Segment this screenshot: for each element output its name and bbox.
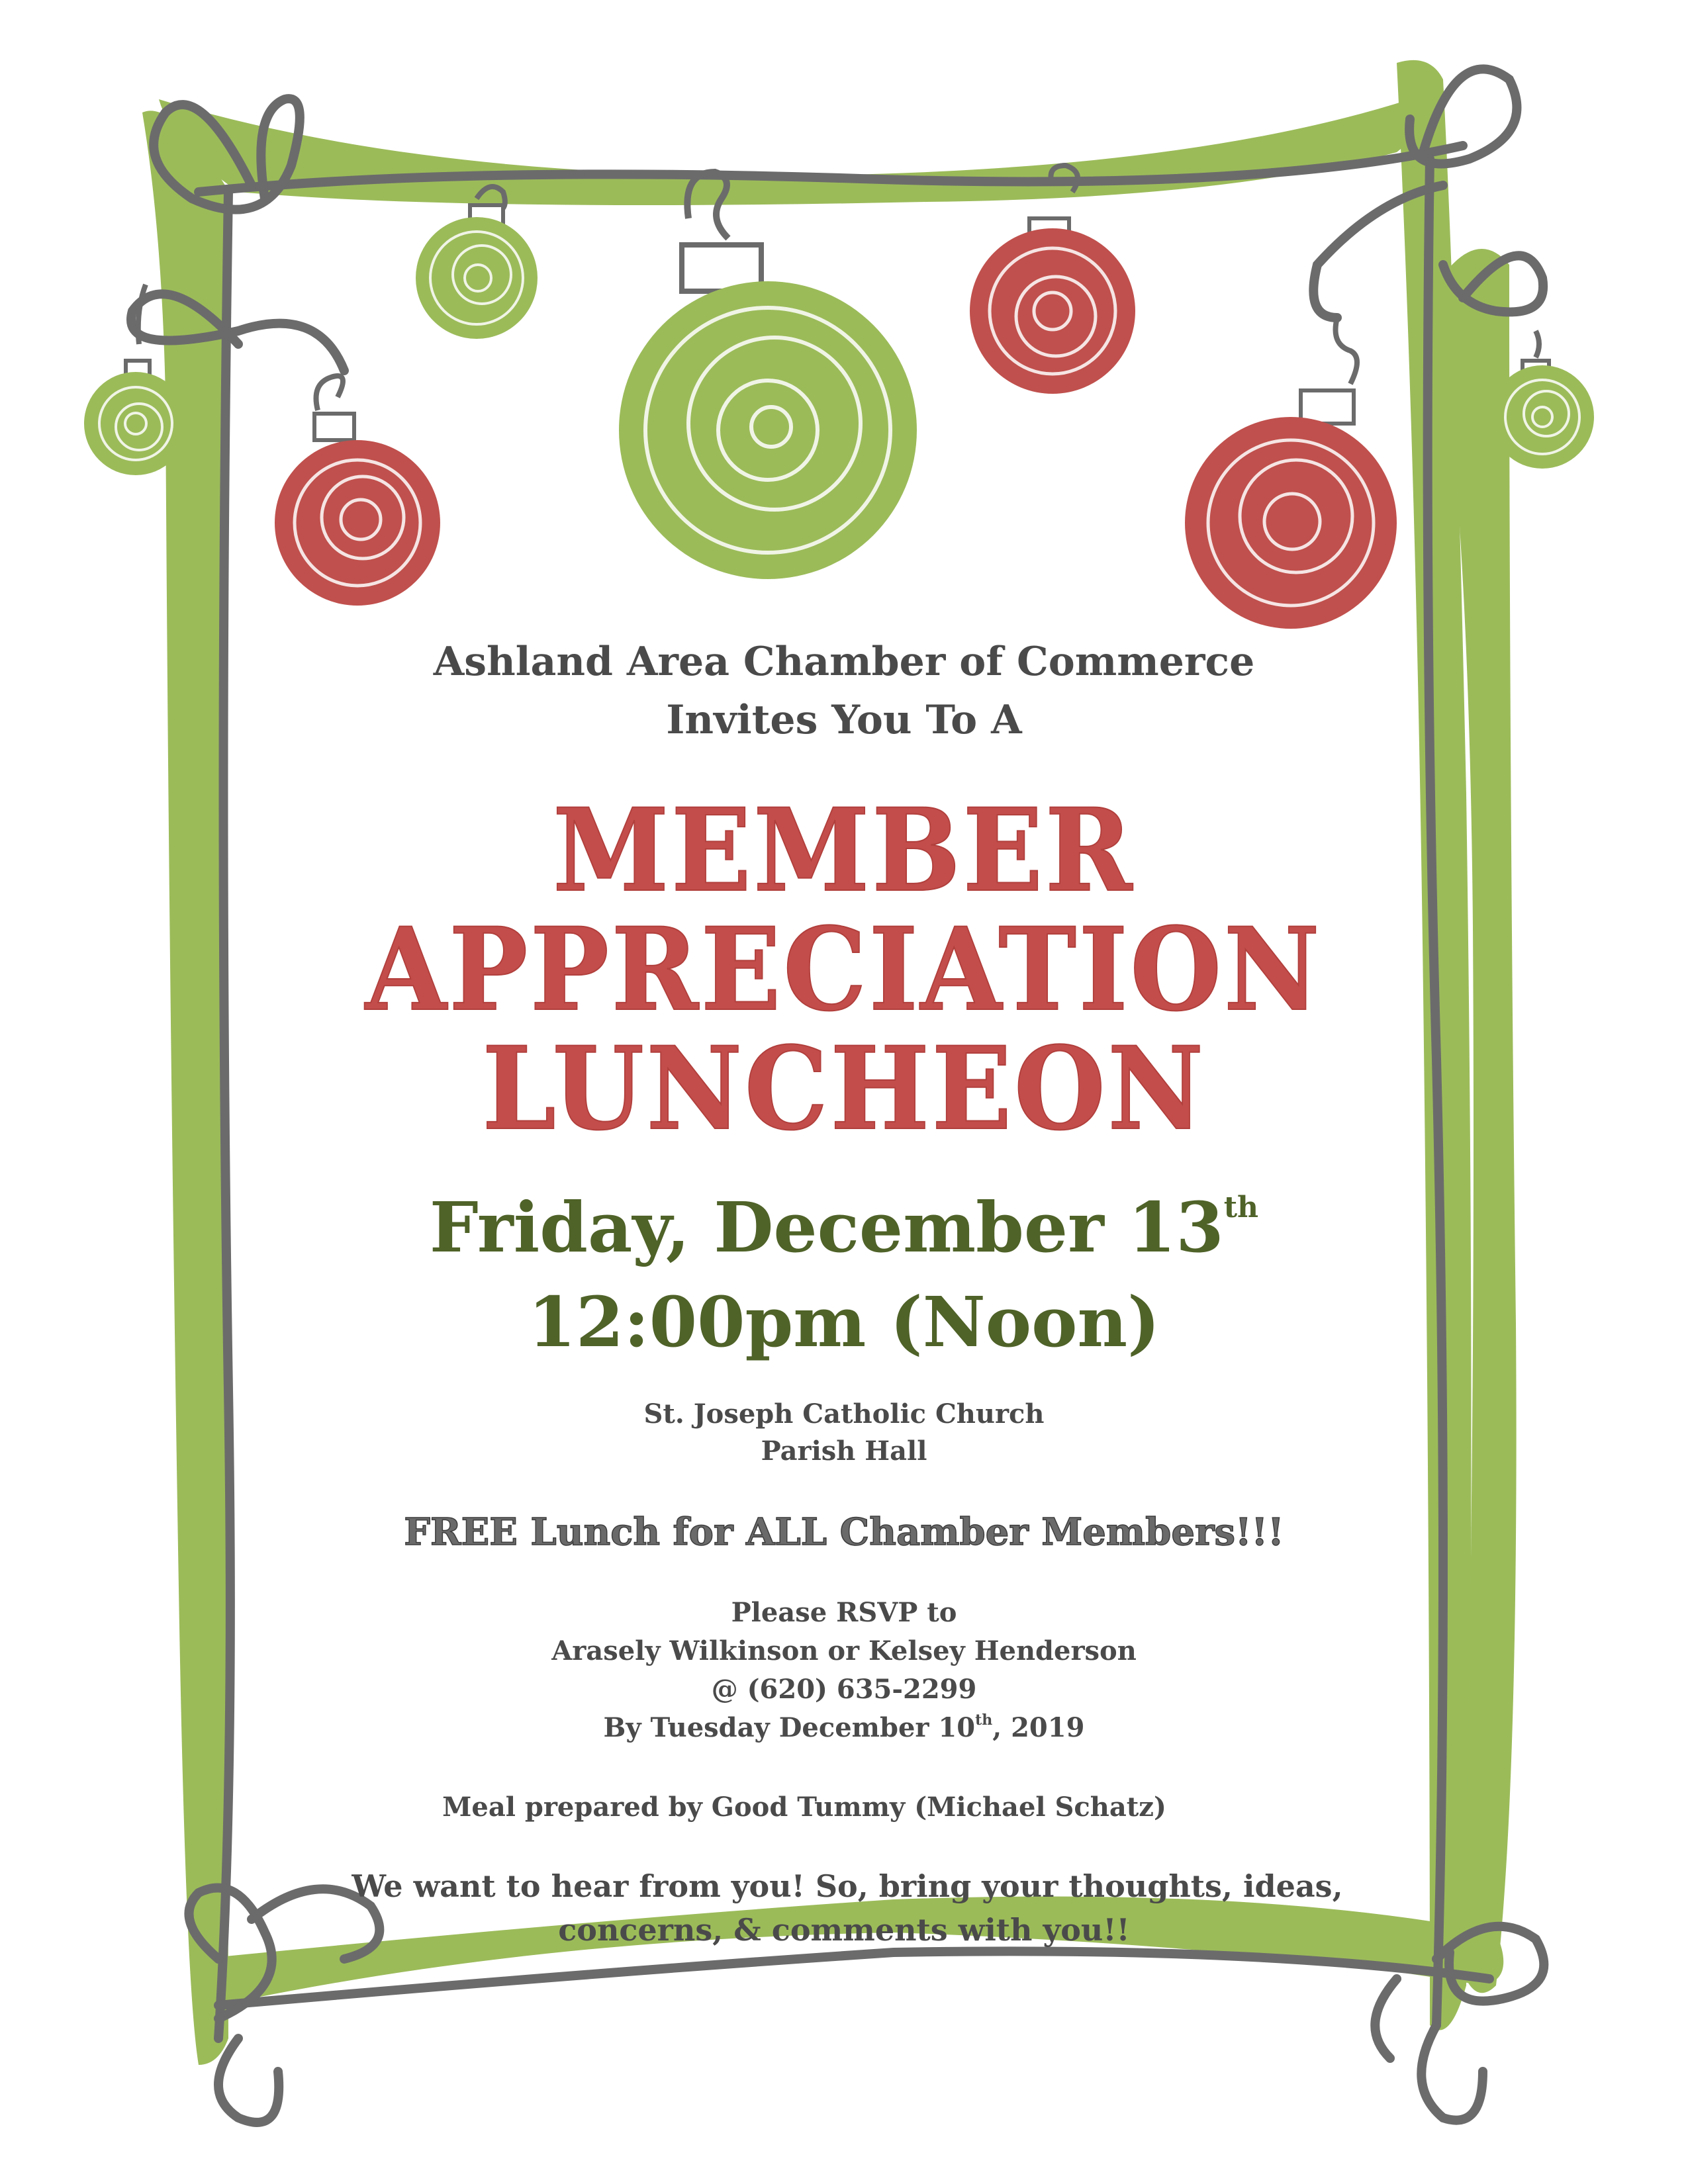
title-line-1 <box>0 783 1688 917</box>
rsvp-contacts: Arasely Wilkinson or Kelsey Henderson <box>551 1635 1137 1666</box>
event-date-text: Friday, December 13 <box>429 1187 1224 1268</box>
rsvp-deadline-year: , 2019 <box>992 1712 1085 1743</box>
meal-caterer: Meal prepared by Good Tummy (Michael Schatz) <box>442 1792 1166 1823</box>
closing-line-1: We want to hear from you! So, bring your thoughts, ideas, <box>352 1868 1343 1904</box>
green-ornament-icon <box>416 187 538 339</box>
red-ornament-icon <box>275 376 440 606</box>
location-name: St. Joseph Catholic Church <box>643 1398 1045 1430</box>
location-room: Parish Hall <box>761 1435 927 1467</box>
rsvp-deadline <box>0 1710 1688 1746</box>
title-text-luncheon: LUNCHEON <box>482 1021 1206 1156</box>
title-line-3 <box>0 1021 1688 1156</box>
event-date-suffix: th <box>1223 1191 1259 1224</box>
host-name: Ashland Area Chamber of Commerce <box>433 639 1255 685</box>
rsvp-heading: Please RSVP to <box>731 1597 957 1628</box>
closing-line-2: concerns, & comments with you!! <box>558 1912 1130 1948</box>
title-text-member: MEMBER <box>553 783 1135 917</box>
green-ornament-icon <box>619 172 917 579</box>
invitation-line: Invites You To A <box>666 697 1022 743</box>
title-text-appreciation: APPRECIATION <box>365 902 1323 1036</box>
rsvp-deadline-text: By Tuesday December 10 <box>603 1712 976 1743</box>
rsvp-deadline-suffix: th <box>975 1711 993 1729</box>
event-time: 12:00pm (Noon) <box>528 1281 1160 1363</box>
rsvp-phone: @ (620) 635-2299 <box>711 1674 977 1705</box>
red-ornament-icon <box>1185 318 1397 629</box>
title-line-2 <box>0 902 1688 1036</box>
free-lunch-offer: FREE Lunch for ALL Chamber Members!!! <box>404 1510 1284 1554</box>
event-date <box>0 1188 1688 1267</box>
